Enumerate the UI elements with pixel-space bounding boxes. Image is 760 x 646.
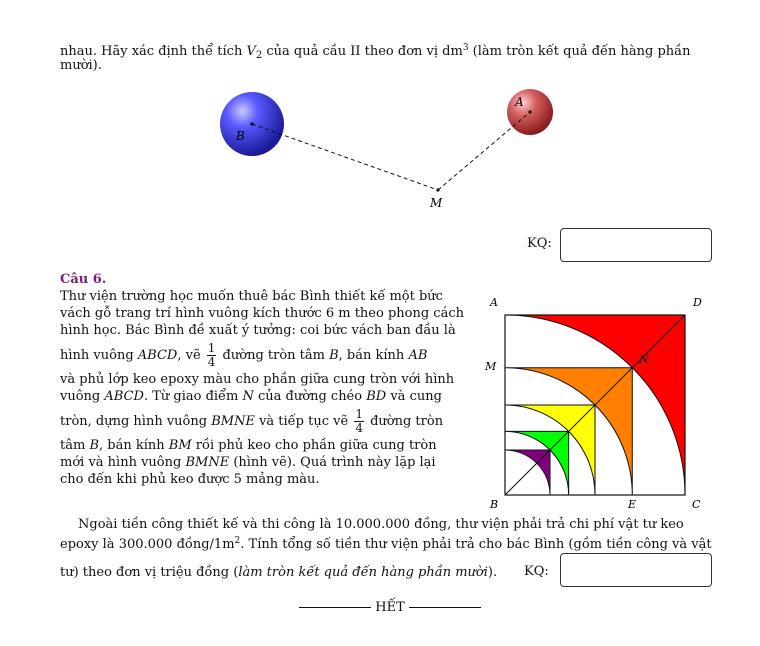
q6-line: và phủ lớp keo epoxy màu cho phần giữa cung tròn với hình: [60, 372, 455, 387]
q6-line: tròn, dựng hình vuông BMNE và tiếp tục vẽ $\frac{1}{4}$ đường tròn: [60, 407, 444, 435]
label-b: B: [236, 129, 245, 143]
square-arcs-figure: [480, 290, 720, 520]
end-marker: [290, 600, 490, 615]
q6-text-block: [60, 288, 480, 488]
q6-line: tâm B, bán kính BM rồi phủ keo cho phần giữa cung tròn: [60, 438, 437, 453]
q6-line: mới và hình vuông BMNE (hình vẽ). Quá trình này lặp lại: [60, 455, 436, 470]
fig-label-b: B: [490, 498, 499, 511]
end-rule-right: [409, 607, 481, 608]
q6-para2-line2: epoxy là 300.000 đồng/$1m^2$. Tính tổng số tiền thư viện phải trả cho bác Bình (gồm tiền công và vật: [60, 536, 712, 552]
q6-line: vuông ABCD. Từ giao điểm N của đường chéo BD và cung: [60, 389, 442, 404]
fraction-quarter: $\frac{1}{4}$: [207, 341, 216, 369]
kq-label-6: KQ:: [524, 564, 549, 579]
q6-line: vách gỗ trang trí hình vuông kích thước 6 m theo phong cách: [60, 306, 464, 321]
fig-label-c: C: [692, 498, 701, 511]
label-a: A: [515, 95, 524, 109]
q6-line: Thư viện trường học muốn thuê bác Bình thiết kế một bức: [60, 289, 443, 304]
end-rule-left: [299, 607, 371, 608]
q5-text-line1: nhau. Hãy xác định thể tích $V_2$ của quả cầu II theo đơn vị $dm^3$ (làm tròn kết quả đến hàng phần: [60, 43, 691, 61]
q6-line: hình vuông ABCD, vẽ $\frac{1}{4}$ đường tròn tâm B, bán kính AB: [60, 341, 428, 369]
fig-label-e: E: [628, 498, 637, 511]
segment-bm: [252, 124, 438, 190]
answer-box-6[interactable]: [560, 553, 712, 587]
fig-label-d: D: [693, 296, 702, 309]
question-6-title: Câu 6.: [60, 272, 107, 287]
figure-shapes: [505, 315, 685, 495]
fig-label-m: M: [485, 360, 497, 373]
q6-line: hình học. Bác Bình đề xuất ý tưởng: coi bức vách ban đầu là: [60, 323, 456, 338]
kq-label-5: KQ:: [527, 236, 552, 251]
q6-para2-line3: tư) theo đơn vị triệu đồng (làm tròn kết quả đến hàng phần mười).: [60, 565, 498, 580]
fraction-quarter: $\frac{1}{4}$: [355, 407, 363, 435]
spheres-figure: [0, 0, 760, 230]
q5-text-line2: mười).: [60, 58, 102, 73]
q6-para2-line1: Ngoài tiền công thiết kế và thi công là 10.000.000 đồng, thư viện phải trả chi phí vật tư keo: [78, 517, 684, 532]
end-text: HẾT: [375, 600, 405, 615]
label-m: M: [430, 196, 443, 210]
fig-label-a: A: [490, 296, 498, 309]
fig-label-n: N: [639, 353, 649, 366]
q6-line: cho đến khi phủ keo được 5 mảng màu.: [60, 472, 320, 487]
answer-box-5[interactable]: [560, 228, 712, 262]
